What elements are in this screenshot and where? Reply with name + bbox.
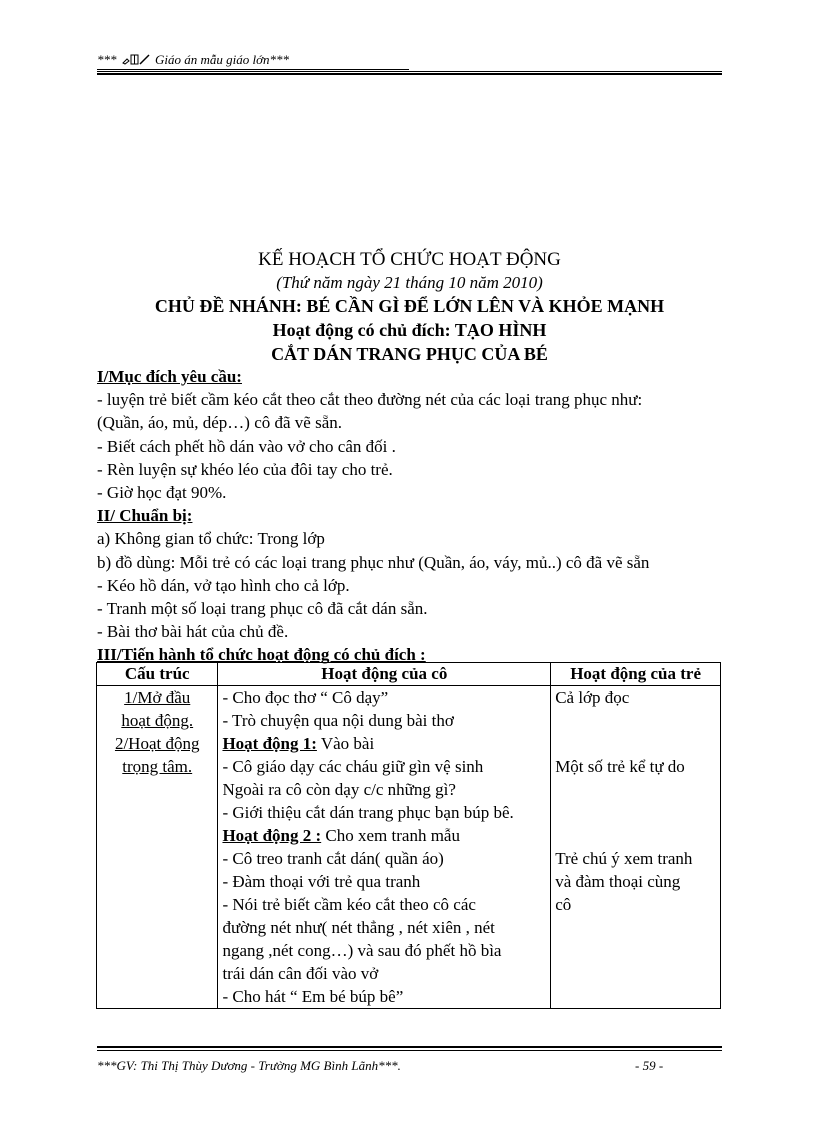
activity-2-text: Cho xem tranh mẫu <box>321 826 460 845</box>
activity-1-text: Vào bài <box>316 734 375 753</box>
teacher-line: - Nói trẻ biết cầm kéo cắt theo cô các <box>222 895 476 914</box>
teacher-line: - Trò chuyện qua nội dung bài thơ <box>222 711 454 730</box>
title-block <box>97 248 722 366</box>
plan-activity: Hoạt động có chủ đích: TẠO HÌNH <box>272 320 547 340</box>
plan-title: KẾ HOẠCH TỔ CHỨC HOẠT ĐỘNG <box>258 249 561 270</box>
activity-1-label: Hoạt động 1: <box>222 734 317 753</box>
teacher-line: trái dán cân đối vào vở <box>222 964 379 983</box>
children-line: và đàm thoại cùng <box>555 872 681 891</box>
teacher-activity-cell <box>218 686 551 1009</box>
children-line: Một số trẻ kể tự do <box>555 757 685 776</box>
column-header-teacher: Hoạt động của cô <box>218 663 551 686</box>
structure-cell <box>97 686 218 1009</box>
activity-2-line <box>222 824 546 847</box>
teacher-line: đường nét như( nét thẳng , nét xiên , nét <box>222 918 495 937</box>
purpose-line: - luyện trẻ biết cầm kéo cắt theo cắt theo đường nét của các loại trang phục như: <box>97 390 643 410</box>
page-number: - 59 - <box>635 1058 664 1073</box>
section-heading-purpose: I/Mục đích yêu cầu: <box>97 367 242 386</box>
structure-line: hoạt động. <box>121 711 194 730</box>
purpose-line: - Rèn luyện sự khéo léo của đôi tay cho trẻ. <box>97 459 393 479</box>
plan-date: (Thứ năm ngày 21 tháng 10 năm 2010) <box>276 273 543 292</box>
teacher-line: - Cô giáo dạy các cháu giữ gìn vệ sinh <box>222 757 484 776</box>
table-header-row <box>97 663 721 686</box>
children-line: Trẻ chú ý xem tranh <box>555 849 693 868</box>
table-row <box>97 686 721 1009</box>
header-rule-thin <box>97 71 722 72</box>
structure-line: 1/Mở đầu <box>124 688 191 707</box>
section-heading-procedure: III/Tiến hành tổ chức hoạt động có chủ đích : <box>97 645 426 665</box>
teacher-line: - Cho đọc thơ “ Cô dạy” <box>222 688 389 707</box>
plan-topic: CHỦ ĐỀ NHÁNH: BÉ CẦN GÌ ĐỂ LỚN LÊN VÀ KHỎE MẠNH <box>154 296 665 316</box>
footer-author: ***GV: Thi Thị Thùy Dương - Trường MG Bình Lãnh***. <box>97 1058 401 1073</box>
footer-rule-thin <box>97 1050 722 1051</box>
teacher-line: - Cho hát “ Em bé búp bê” <box>222 987 404 1006</box>
preparation-line: - Tranh một số loại trang phục cô đã cắt dán sẵn. <box>97 599 428 619</box>
column-header-children: Hoạt động của trẻ <box>551 663 721 686</box>
page-footer <box>97 1058 722 1078</box>
header-underline <box>97 69 409 70</box>
footer-rule-thick <box>97 1046 722 1048</box>
preparation-line: a) Không gian tổ chức: Trong lớp <box>97 529 325 549</box>
children-activity-cell <box>551 686 721 1009</box>
body-text <box>97 365 737 667</box>
preparation-line: b) đồ dùng: Mỗi trẻ có các loại trang phục như (Quần, áo, váy, mủ..) cô đã vẽ sẵn <box>97 552 650 572</box>
plan-lesson: CẮT DÁN TRANG PHỤC CỦA BÉ <box>271 344 548 364</box>
header-rule-thick <box>97 73 722 75</box>
structure-line: 2/Hoạt động <box>114 734 200 753</box>
teacher-line: - Cô treo tranh cắt dán( quần áo) <box>222 849 444 868</box>
teacher-line: ngang ,nét cong…) và sau đó phết hồ bìa <box>222 941 502 960</box>
preparation-line: - Bài thơ bài hát của chủ đề. <box>97 622 289 642</box>
header-title: Giáo án mẫu giáo lớn*** <box>155 52 290 67</box>
activity-1-line <box>222 732 546 755</box>
preparation-line: - Kéo hồ dán, vở tạo hình cho cả lớp. <box>97 575 350 595</box>
header-text <box>97 52 289 69</box>
teacher-line: - Giới thiệu cắt dán trang phục bạn búp bê. <box>222 803 514 822</box>
purpose-line: - Biết cách phết hồ dán vào vở cho cân đối . <box>97 436 396 456</box>
children-line: Cả lớp đọc <box>555 688 630 707</box>
purpose-line: - Giờ học đạt 90%. <box>97 483 227 503</box>
teacher-line: - Đàm thoại với trẻ qua tranh <box>222 872 421 891</box>
teacher-line: Ngoài ra cô còn dạy c/c những gì? <box>222 780 456 799</box>
column-header-structure: Cấu trúc <box>97 663 218 686</box>
book-pen-icon <box>122 53 150 69</box>
activity-table <box>96 662 721 1009</box>
purpose-line: (Quần, áo, mủ, dép…) cô đã vẽ sẵn. <box>97 413 343 433</box>
section-heading-preparation: II/ Chuẩn bị: <box>97 506 193 526</box>
activity-2-label: Hoạt động 2 : <box>222 826 322 845</box>
structure-line: trọng tâm. <box>122 757 193 776</box>
children-line: cô <box>555 895 572 914</box>
header-prefix: *** <box>97 52 117 67</box>
